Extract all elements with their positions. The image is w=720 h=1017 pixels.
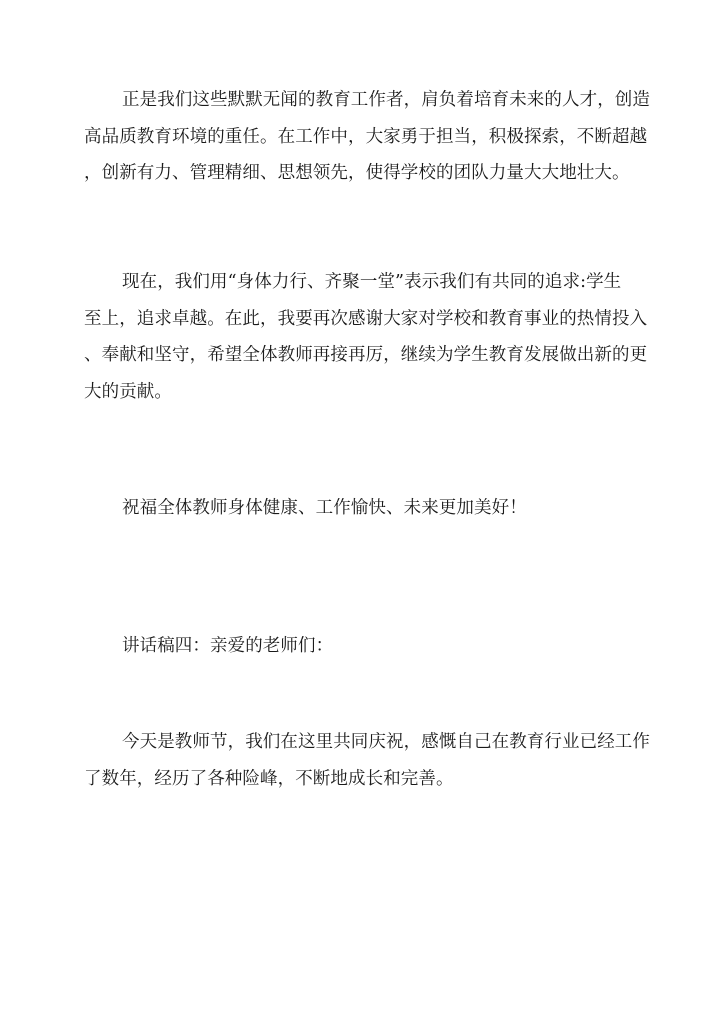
text-line: 至上，追求卓越。在此，我要再次感谢大家对学校和教育事业的热情投入 xyxy=(84,308,648,329)
text-line: 大的贡献。 xyxy=(84,381,172,402)
text-line: 、奉献和坚守，希望全体教师再接再厉，继续为学生教育发展做出新的更 xyxy=(84,345,648,365)
paragraph-1 xyxy=(84,82,650,192)
text-line: 正是我们这些默默无闻的教育工作者，肩负着培育未来的人才，创造 xyxy=(122,90,650,110)
text-line: ，创新有力、管理精细、思想领先，使得学校的团队力量大大地壮大。 xyxy=(84,163,630,183)
text-line: 现在，我们用“身体力行、齐聚一堂”表示我们有共同的追求:学生 xyxy=(122,272,622,292)
text-line: 高品质教育环境的重任。在工作中，大家勇于担当，积极探索，不断超越 xyxy=(84,126,648,147)
text-line: 讲话稿四：亲爱的老师们： xyxy=(122,636,334,656)
section-heading xyxy=(84,628,640,665)
paragraph-2 xyxy=(84,264,648,410)
text-line: 了数年，经历了各种险峰，不断地成长和完善。 xyxy=(84,768,454,789)
paragraph-3 xyxy=(84,490,640,527)
text-line: 今天是教师节，我们在这里共同庆祝，感慨自己在教育行业已经工作 xyxy=(122,732,650,752)
paragraph-5 xyxy=(84,724,650,797)
text-line: 祝福全体教师身体健康、工作愉快、未来更加美好！ xyxy=(122,498,527,518)
